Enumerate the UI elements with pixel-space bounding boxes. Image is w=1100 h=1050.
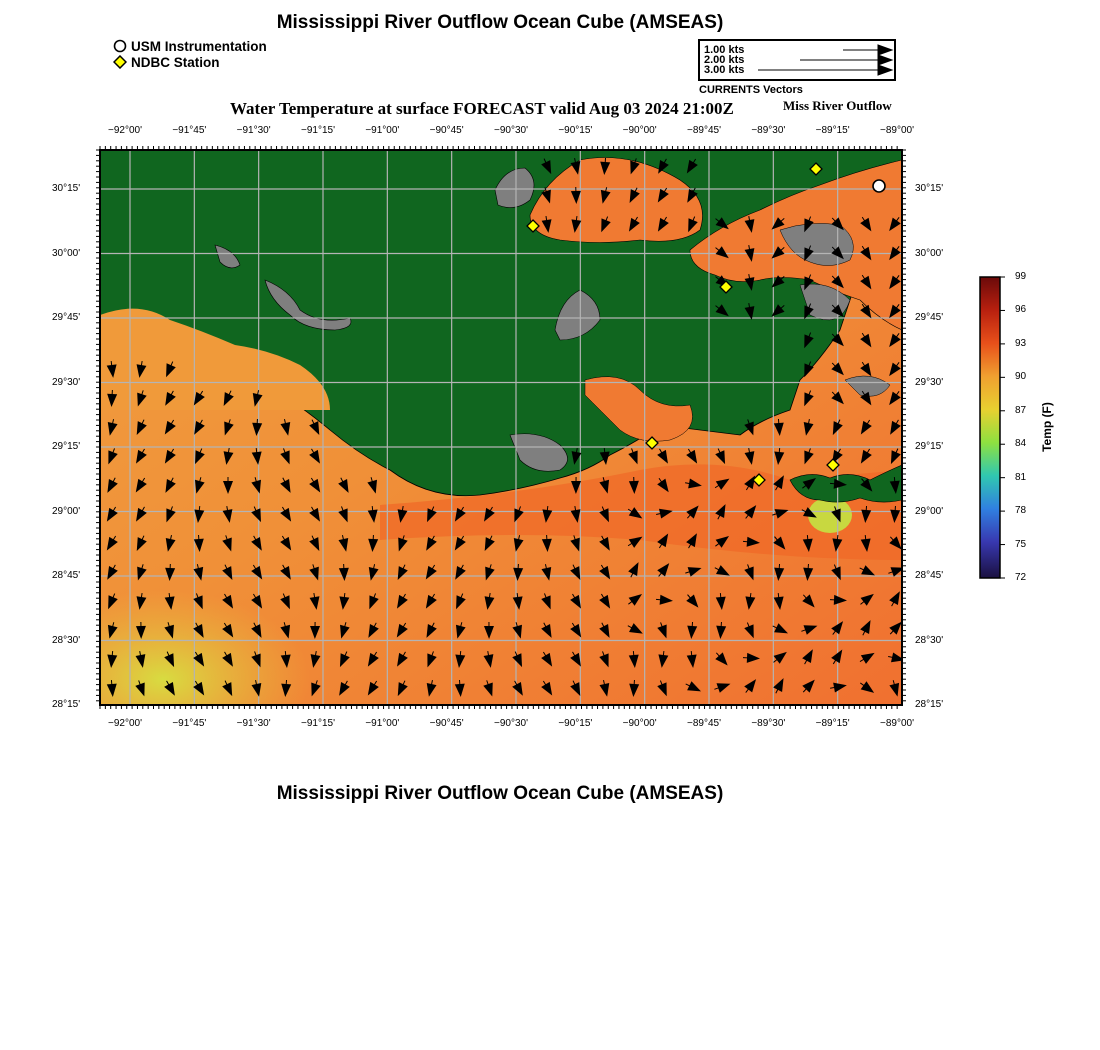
- lon-tick-label: −91°30': [236, 718, 271, 729]
- lon-tick-label: −91°45': [172, 718, 207, 729]
- lat-tick-label: 29°15': [52, 441, 81, 452]
- lat-tick-label: 28°45': [915, 570, 944, 581]
- colorbar-tick-label: 93: [1015, 337, 1027, 349]
- lon-tick-label: −91°00': [365, 125, 400, 136]
- lon-tick-label: −90°00': [622, 125, 657, 136]
- colorbar: [975, 270, 1015, 585]
- lat-tick-label: 28°45': [52, 570, 81, 581]
- river-plume: [808, 497, 852, 533]
- colorbar-tick-label: 96: [1015, 304, 1027, 316]
- lon-tick-label: −91°15': [301, 718, 335, 729]
- lat-tick-label: 28°30': [915, 634, 944, 646]
- lat-tick-label: 30°15': [52, 183, 81, 194]
- colorbar-title: Temp (F): [1039, 402, 1054, 452]
- lon-tick-label: −90°30': [494, 125, 528, 136]
- colorbar-tick-label: 75: [1015, 538, 1027, 550]
- lon-tick-label: −89°00': [880, 718, 914, 729]
- lat-tick-label: 28°30': [52, 634, 81, 646]
- lon-tick-label: −89°30': [751, 125, 786, 136]
- map-title: Mississippi River Outflow Ocean Cube (AMSEAS): [276, 12, 724, 33]
- lon-tick-label: −89°15': [815, 718, 850, 729]
- colorbar-tick-label: 90: [1015, 371, 1027, 383]
- lon-tick-label: −90°30': [494, 718, 528, 729]
- lon-tick-label: −89°15': [815, 125, 850, 136]
- lat-tick-label: 30°00': [915, 247, 944, 259]
- lon-tick-label: −90°15': [558, 125, 593, 136]
- colorbar-tick-label: 78: [1015, 505, 1027, 517]
- map-title-bottom: Mississippi River Outflow Ocean Cube (AMSEAS): [276, 783, 724, 804]
- vector-label-2: 2.00 kts: [704, 54, 745, 66]
- map-subtitle: Water Temperature at surface FORECAST valid Aug 03 2024 21:00Z: [230, 99, 734, 118]
- colorbar-tick-label: 72: [1015, 572, 1027, 583]
- vector-label-1: 1.00 kts: [704, 44, 745, 56]
- lon-tick-label: −90°45': [429, 125, 464, 136]
- lat-tick-label: 29°00': [52, 505, 81, 517]
- lat-tick-label: 29°45': [52, 312, 81, 323]
- lat-tick-label: 30°15': [915, 183, 944, 194]
- lat-tick-label: 28°15': [915, 699, 944, 710]
- colorbar-tick-label: 87: [1015, 404, 1027, 416]
- lat-tick-label: 29°30': [915, 376, 944, 388]
- legend-ndbc-label: NDBC Station: [131, 54, 220, 70]
- lat-tick-label: 29°45': [915, 312, 944, 323]
- lat-tick-label: 29°00': [915, 505, 944, 517]
- colorbar-tick-label: 99: [1015, 271, 1027, 282]
- lat-tick-label: 30°00': [52, 247, 81, 259]
- lon-tick-label: −89°45': [687, 718, 721, 729]
- lon-tick-label: −92°00': [108, 125, 142, 136]
- colorbar-tick-label: 81: [1015, 471, 1027, 483]
- lon-tick-label: −90°15': [558, 718, 593, 729]
- legend-usm-label: USM Instrumentation: [131, 38, 267, 54]
- usm-instrument-marker[interactable]: [873, 180, 885, 192]
- lon-tick-label: −91°15': [301, 125, 335, 136]
- lon-tick-label: −91°45': [172, 125, 207, 136]
- vector-label-3: 3.00 kts: [704, 64, 745, 76]
- colorbar-gradient: [980, 277, 1000, 578]
- lon-tick-label: −90°45': [429, 718, 464, 729]
- lat-tick-label: 29°15': [915, 441, 944, 452]
- lon-tick-label: −92°00': [108, 718, 142, 729]
- lon-tick-label: −91°00': [365, 718, 400, 729]
- lon-tick-label: −91°30': [236, 125, 271, 136]
- region-label: Miss River Outflow: [783, 98, 892, 113]
- lat-tick-label: 28°15': [52, 699, 81, 710]
- lon-tick-label: −89°00': [880, 125, 914, 136]
- colorbar-tick-label: 84: [1015, 438, 1027, 450]
- lon-tick-label: −90°00': [622, 718, 657, 729]
- lon-tick-label: −89°45': [687, 125, 721, 136]
- lat-tick-label: 29°30': [52, 376, 81, 388]
- lon-tick-label: −89°30': [751, 718, 786, 729]
- vector-caption: CURRENTS Vectors: [699, 84, 803, 96]
